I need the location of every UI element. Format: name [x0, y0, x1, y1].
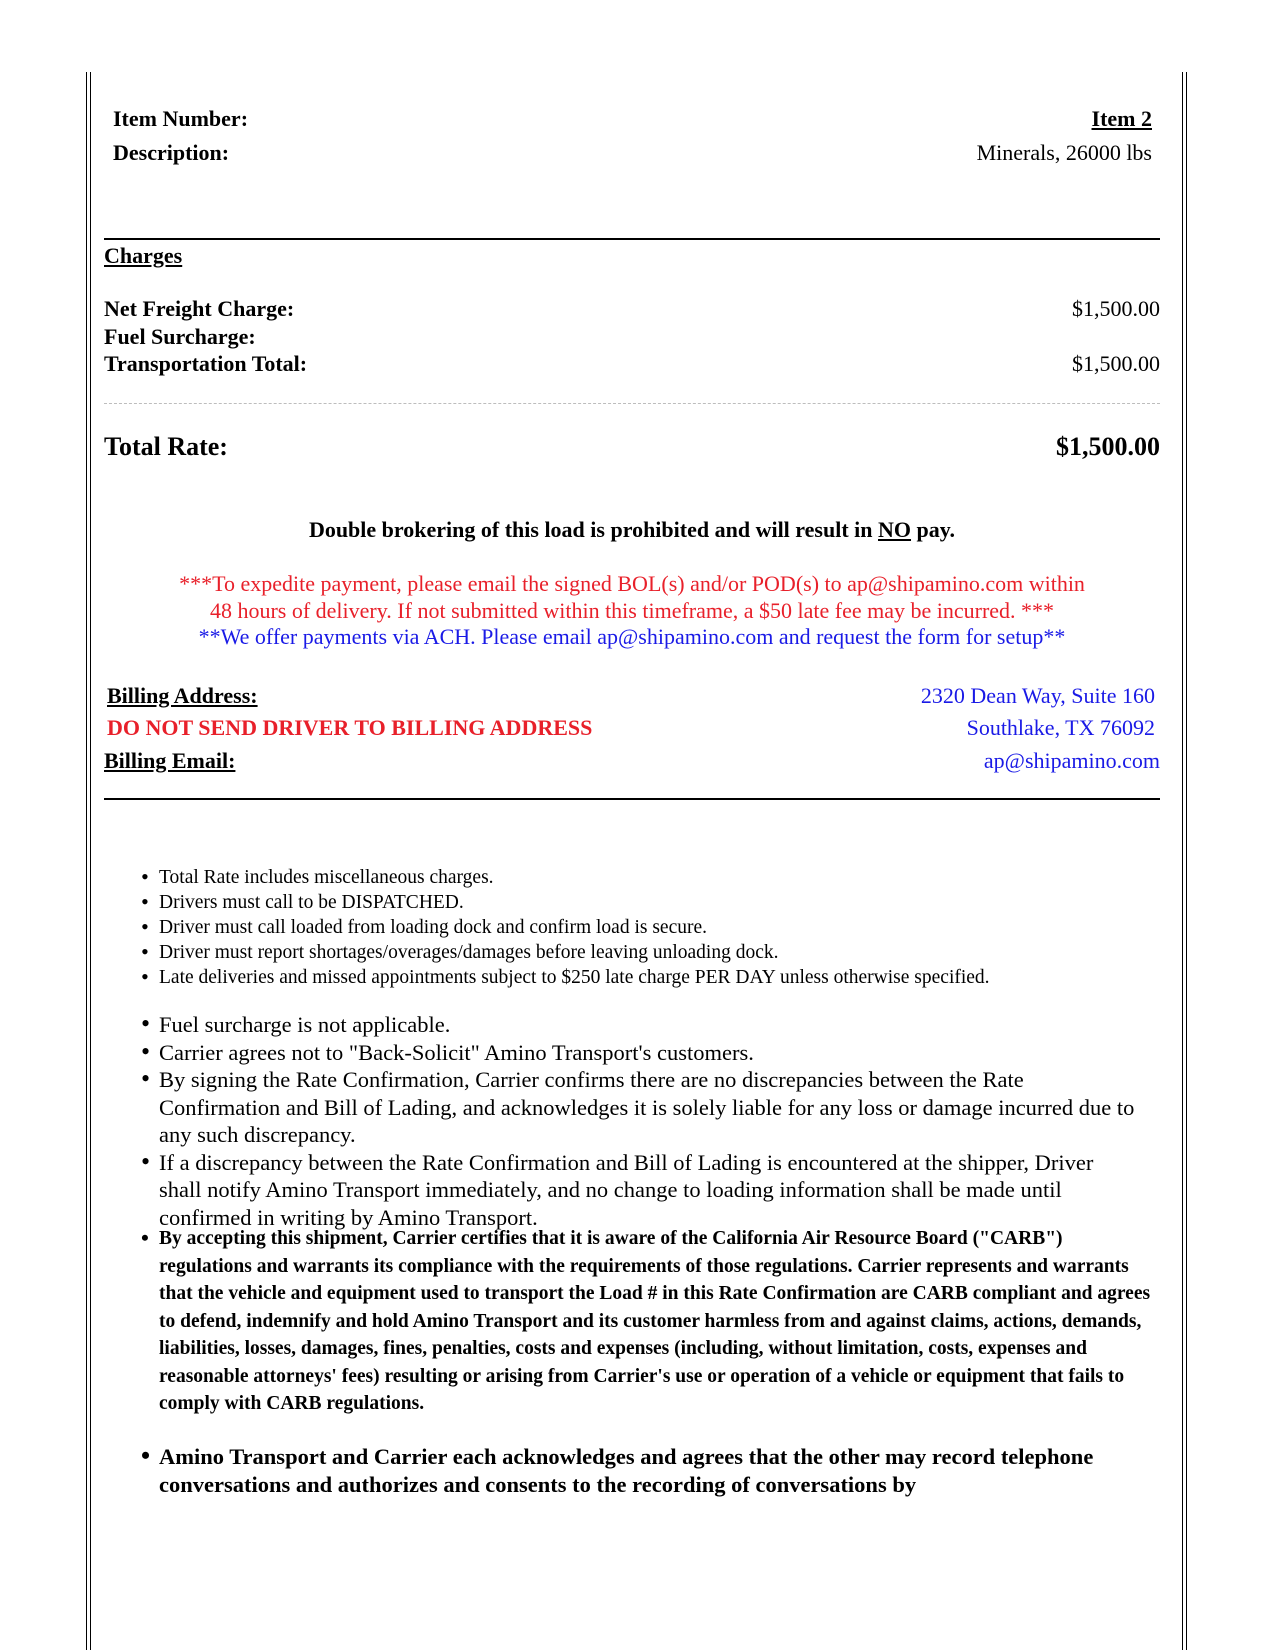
description-row	[113, 140, 1152, 166]
transportation-total-row	[104, 351, 1160, 377]
right-border-outer	[1182, 72, 1183, 1650]
divider-total	[104, 403, 1160, 404]
transportation-total-label: Transportation Total:	[104, 351, 308, 376]
term-item-carb: • By accepting this shipment, Carrier certifies that it is aware of the California Air Resource Board ("CARB") regulations and warrants its compliance with the requirements of those regulations. Carrier represents and warrants that the vehicle and equipment used to transport the Load # in this Rate Confirmation are CARB compliant and agrees to defend, indemnify and hold Amino Transport and its customer harmless from and against claims, actions, demands, liabilities, losses, damages, fines, penalties, costs and expenses (including, without limitation, costs, expenses and reasonable attorneys' fees) resulting or arising from Carrier's use or operation of a vehicle or equipment that fails to comply with CARB regulations.	[141, 1225, 1154, 1418]
billing-address-line1: 2320 Dean Way, Suite 160	[920, 683, 1155, 708]
right-border-inner	[1186, 72, 1187, 1650]
fuel-surcharge-row	[104, 324, 1160, 350]
charges-heading: Charges	[104, 243, 183, 268]
net-freight-value: $1,500.00	[1072, 296, 1160, 321]
term-item: • Drivers must call to be DISPATCHED.	[141, 890, 1150, 915]
ach-notice: **We offer payments via ACH. Please email ap@shipamino.com and request the form for setup**	[198, 624, 1066, 649]
terms-list-recording	[141, 1443, 1130, 1498]
expedite-notice-line1: ***To expedite payment, please email the signed BOL(s) and/or POD(s) to ap@shipamino.com within	[179, 571, 1085, 596]
billing-email-link[interactable]: ap@shipamino.com	[983, 748, 1160, 773]
terms-list-small	[141, 865, 1150, 990]
fuel-surcharge-label: Fuel Surcharge:	[104, 324, 256, 349]
description-value: Minerals, 26000 lbs	[976, 140, 1152, 165]
term-item: • Driver must report shortages/overages/damages before leaving unloading dock.	[141, 940, 1150, 965]
left-border-inner	[90, 72, 91, 1650]
term-item-recording: • Amino Transport and Carrier each acknowledges and agrees that the other may record telephone conversations and authorizes and consents to the recording of conversations by	[141, 1443, 1130, 1498]
term-item: • If a discrepancy between the Rate Confirmation and Bill of Lading is encountered at the shipper, Driver shall notify Amino Transport immediately, and no change to loading information shall be made until confirmed in writing by Amino Transport.	[141, 1149, 1140, 1232]
total-rate-label: Total Rate:	[104, 432, 228, 461]
item-number-label: Item Number:	[113, 106, 249, 131]
total-rate-row	[104, 432, 1160, 462]
divider-terms	[104, 798, 1160, 800]
term-item: • Driver must call loaded from loading dock and confirm load is secure.	[141, 915, 1150, 940]
expedite-notice-line2: 48 hours of delivery. If not submitted within this timeframe, a $50 late fee may be incurred. ***	[209, 598, 1055, 623]
double-brokering-notice	[104, 517, 1160, 543]
divider-charges	[104, 238, 1160, 240]
description-label: Description:	[113, 140, 230, 165]
terms-list-carb	[141, 1225, 1154, 1418]
billing-address-label: Billing Address:	[107, 683, 258, 708]
transportation-total-value: $1,500.00	[1072, 351, 1160, 376]
term-item: • Total Rate includes miscellaneous charges.	[141, 865, 1150, 890]
double-brokering-text: Double brokering of this load is prohibited and will result in	[308, 517, 879, 542]
billing-warning: DO NOT SEND DRIVER TO BILLING ADDRESS	[107, 715, 593, 740]
net-freight-row	[104, 296, 1160, 322]
billing-address-line2: Southlake, TX 76092	[966, 715, 1155, 740]
billing-email-label: Billing Email:	[104, 748, 236, 773]
term-item: • Carrier agrees not to "Back-Solicit" Amino Transport's customers.	[141, 1039, 1140, 1067]
double-brokering-text-end: pay.	[911, 517, 956, 542]
term-item: • By signing the Rate Confirmation, Carrier confirms there are no discrepancies between the Rate Confirmation and Bill of Lading, and acknowledges it is solely liable for any loss or damage incurred due to any such discrepancy.	[141, 1066, 1140, 1149]
term-item: • Fuel surcharge is not applicable.	[141, 1011, 1140, 1039]
net-freight-label: Net Freight Charge:	[104, 296, 295, 321]
terms-list-large	[141, 1011, 1140, 1231]
left-border-outer	[86, 72, 87, 1650]
double-brokering-emphasis: NO	[878, 517, 912, 542]
term-item: • Late deliveries and missed appointments subject to $250 late charge PER DAY unless otherwise specified.	[141, 965, 1150, 990]
total-rate-value: $1,500.00	[1056, 432, 1160, 461]
item-number-value: Item 2	[1091, 106, 1152, 131]
item-number-row	[113, 106, 1152, 132]
